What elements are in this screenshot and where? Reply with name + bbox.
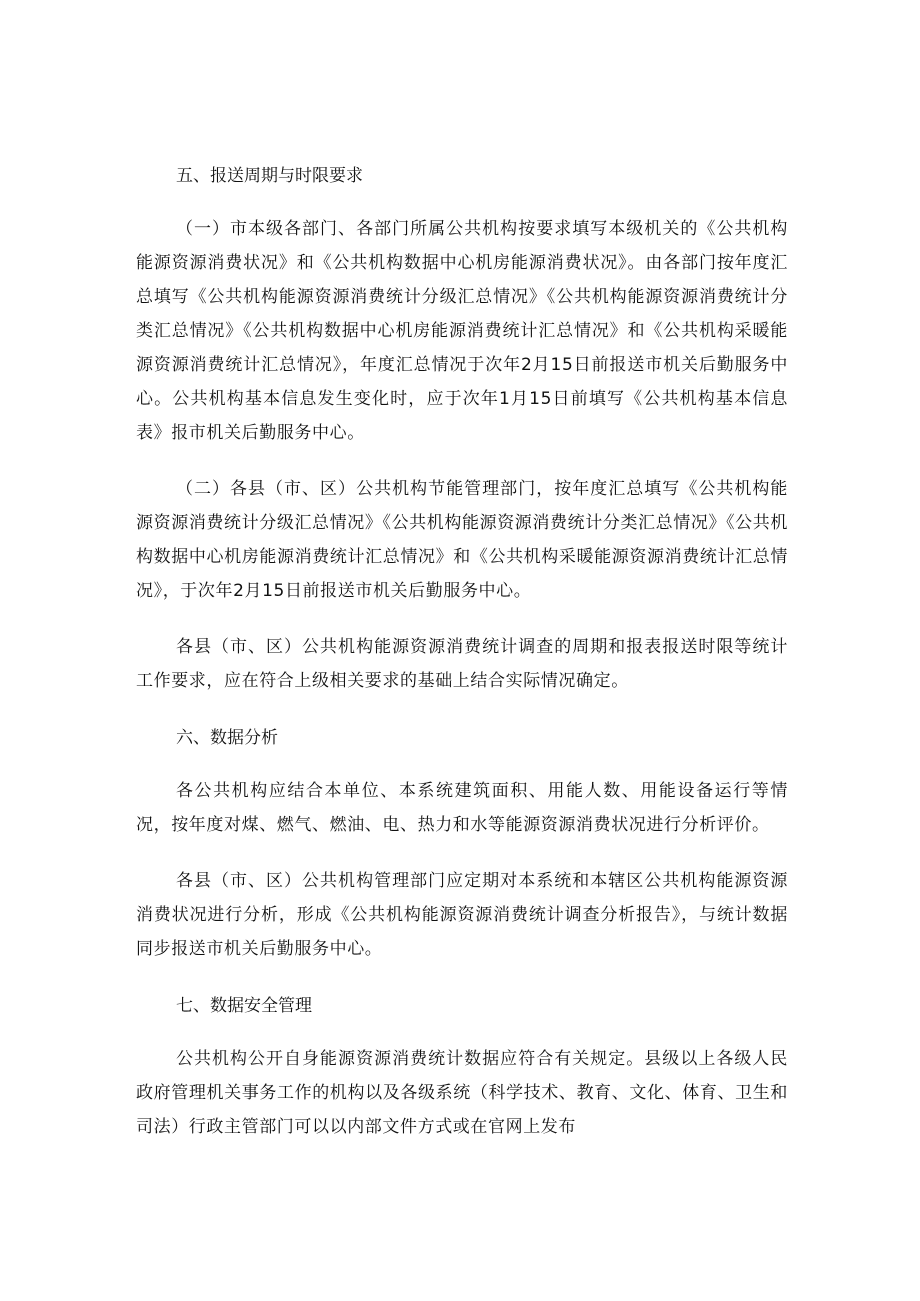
section-6-paragraph-2: 各县（市、区）公共机构管理部门应定期对本系统和本辖区公共机构能源资源消费状况进行分析，形成《公共机构能源资源消费统计调查分析报告》，与统计数据同步报送市机关后勤服务中心。 (136, 871, 788, 959)
document-page (136, 158, 788, 1144)
section-7-paragraph-1: 公共机构公开自身能源资源消费统计数据应符合有关规定。县级以上各级人民政府管理机关事务工作的机构以及各级系统（科学技术、教育、文化、体育、卫生和司法）行政主管部门可以以内部文件方式或在官网上发布 (136, 1049, 788, 1137)
section-7-heading: 七、数据安全管理 (176, 996, 312, 1016)
section-5-heading: 五、报送周期与时限要求 (176, 166, 363, 186)
section-5-paragraph-3: 各县（市、区）公共机构能源资源消费统计调查的周期和报表报送时限等统计工作要求，应在符合上级相关要求的基础上结合实际情况确定。 (136, 637, 788, 691)
section-5-paragraph-1: （一）市本级各部门、各部门所属公共机构按要求填写本级机关的《公共机构能源资源消费状况》和《公共机构数据中心机房能源消费状况》。由各部门按年度汇总填写《公共机构能源资源消费统计分级汇总情况》《公共机构能源资源消费统计分类汇总情况》《公共机构数据中心机房能源消费统计汇总情况》和《公共机构采暖能源资源消费统计汇总情况》，年度汇总情况于次年2月15日前报送市机关后勤服务中心。公共机构基本信息发生变化时，应于次年1月15日前填写《公共机构基本信息表》报市机关后勤服务中心。 (136, 219, 788, 443)
section-5-paragraph-2: （二）各县（市、区）公共机构节能管理部门，按年度汇总填写《公共机构能源资源消费统计分级汇总情况》《公共机构能源资源消费统计分类汇总情况》《公共机构数据中心机房能源消费统计汇总情况》和《公共机构采暖能源资源消费统计汇总情况》，于次年2月15日前报送市机关后勤服务中心。 (136, 479, 788, 601)
section-6-heading: 六、数据分析 (176, 728, 278, 748)
section-6-paragraph-1: 各公共机构应结合本单位、本系统建筑面积、用能人数、用能设备运行等情况，按年度对煤、燃气、燃油、电、热力和水等能源资源消费状况进行分析评价。 (136, 781, 788, 835)
